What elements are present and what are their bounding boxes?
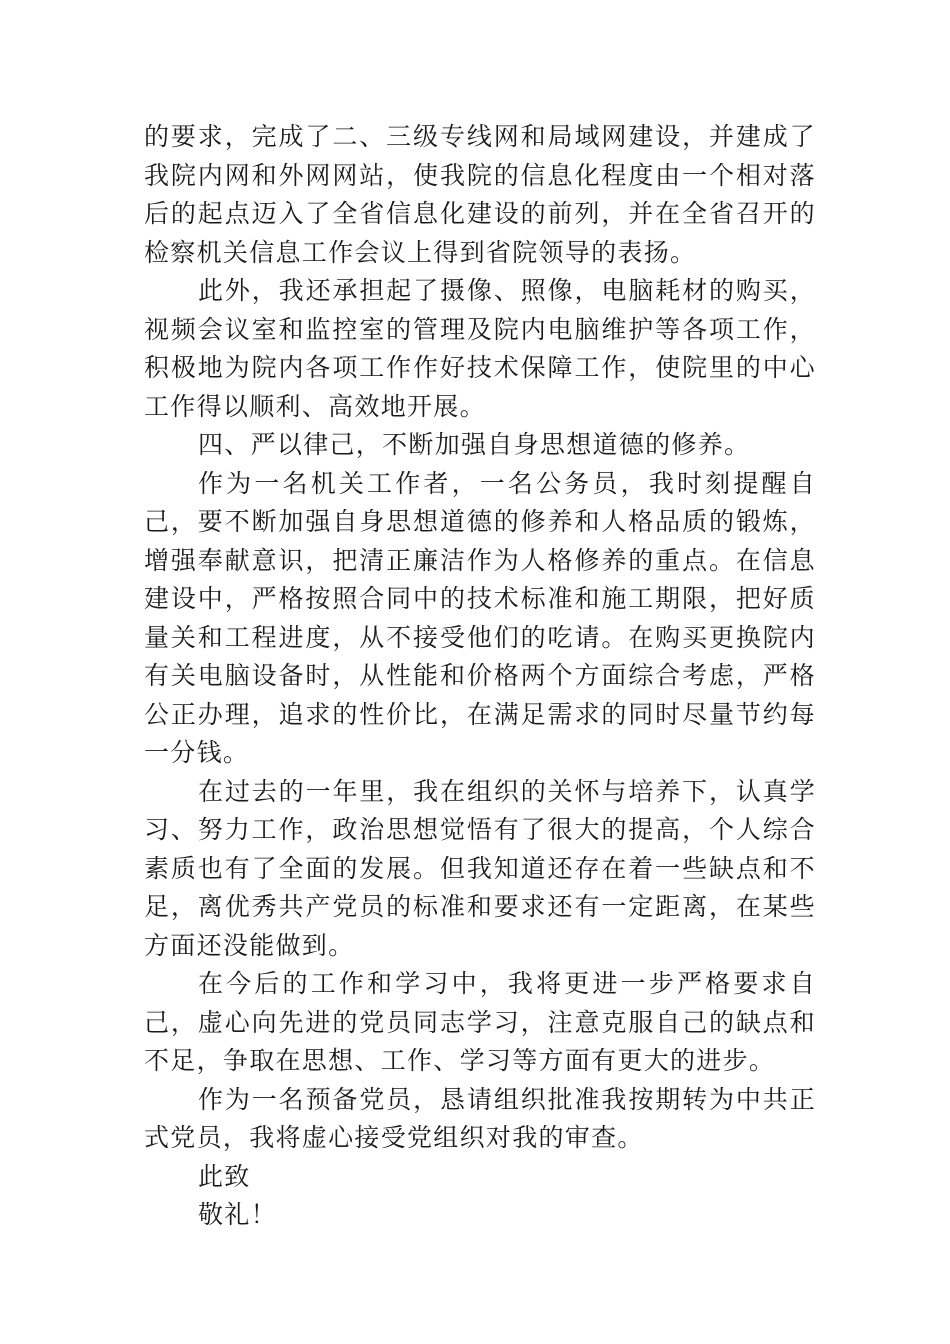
document-body bbox=[144, 118, 816, 1235]
closing-regards: 敬礼！ bbox=[198, 1200, 277, 1229]
paragraph-membership-request: 作为一名预备党员，恳请组织批准我按期转为中共正式党员，我将虚心接受党组织对我的审查。 bbox=[144, 1084, 816, 1152]
paragraph-additional-duties: 此外，我还承担起了摄像、照像，电脑耗材的购买，视频会议室和监控室的管理及院内电脑维护等各项工作，积极地为院内各项工作作好技术保障工作，使院里的中心工作得以顺利、高效地开展。 bbox=[144, 276, 816, 421]
closing-salutation: 此致 bbox=[198, 1161, 251, 1191]
paragraph-integrity: 作为一名机关工作者，一名公务员，我时刻提醒自己，要不断加强自身思想道德的修养和人格品质的锻炼，增强奉献意识，把清正廉洁作为人格修养的重点。在信息建设中，严格按照合同中的技术标准和施工期限，把好质量关和工程进度，从不接受他们的吃请。在购买更换院内有关电脑设备时，从性能和价格两个方面综合考虑，严格公正办理，追求的性价比，在满足需求的同时尽量节约每一分钱。 bbox=[144, 468, 816, 767]
paragraph-network-construction: 的要求，完成了二、三级专线网和局域网建设，并建成了我院内网和外网网站，使我院的信息化程度由一个相对落后的起点迈入了全省信息化建设的前列，并在全省召开的检察机关信息工作会议上得到省院领导的表扬。 bbox=[144, 122, 816, 267]
paragraph-year-summary: 在过去的一年里，我在组织的关怀与培养下，认真学习、努力工作，政治思想觉悟有了很大的提高，个人综合素质也有了全面的发展。但我知道还存在着一些缺点和不足，离优秀共产党员的标准和要求还有一定距离，在某些方面还没能做到。 bbox=[144, 776, 816, 960]
paragraph-future-plans: 在今后的工作和学习中，我将更进一步严格要求自己，虚心向先进的党员同志学习，注意克服自己的缺点和不足，争取在思想、工作、学习等方面有更大的进步。 bbox=[144, 969, 816, 1075]
section-heading-self-discipline: 四、严以律己，不断加强自身思想道德的修养。 bbox=[198, 430, 751, 459]
